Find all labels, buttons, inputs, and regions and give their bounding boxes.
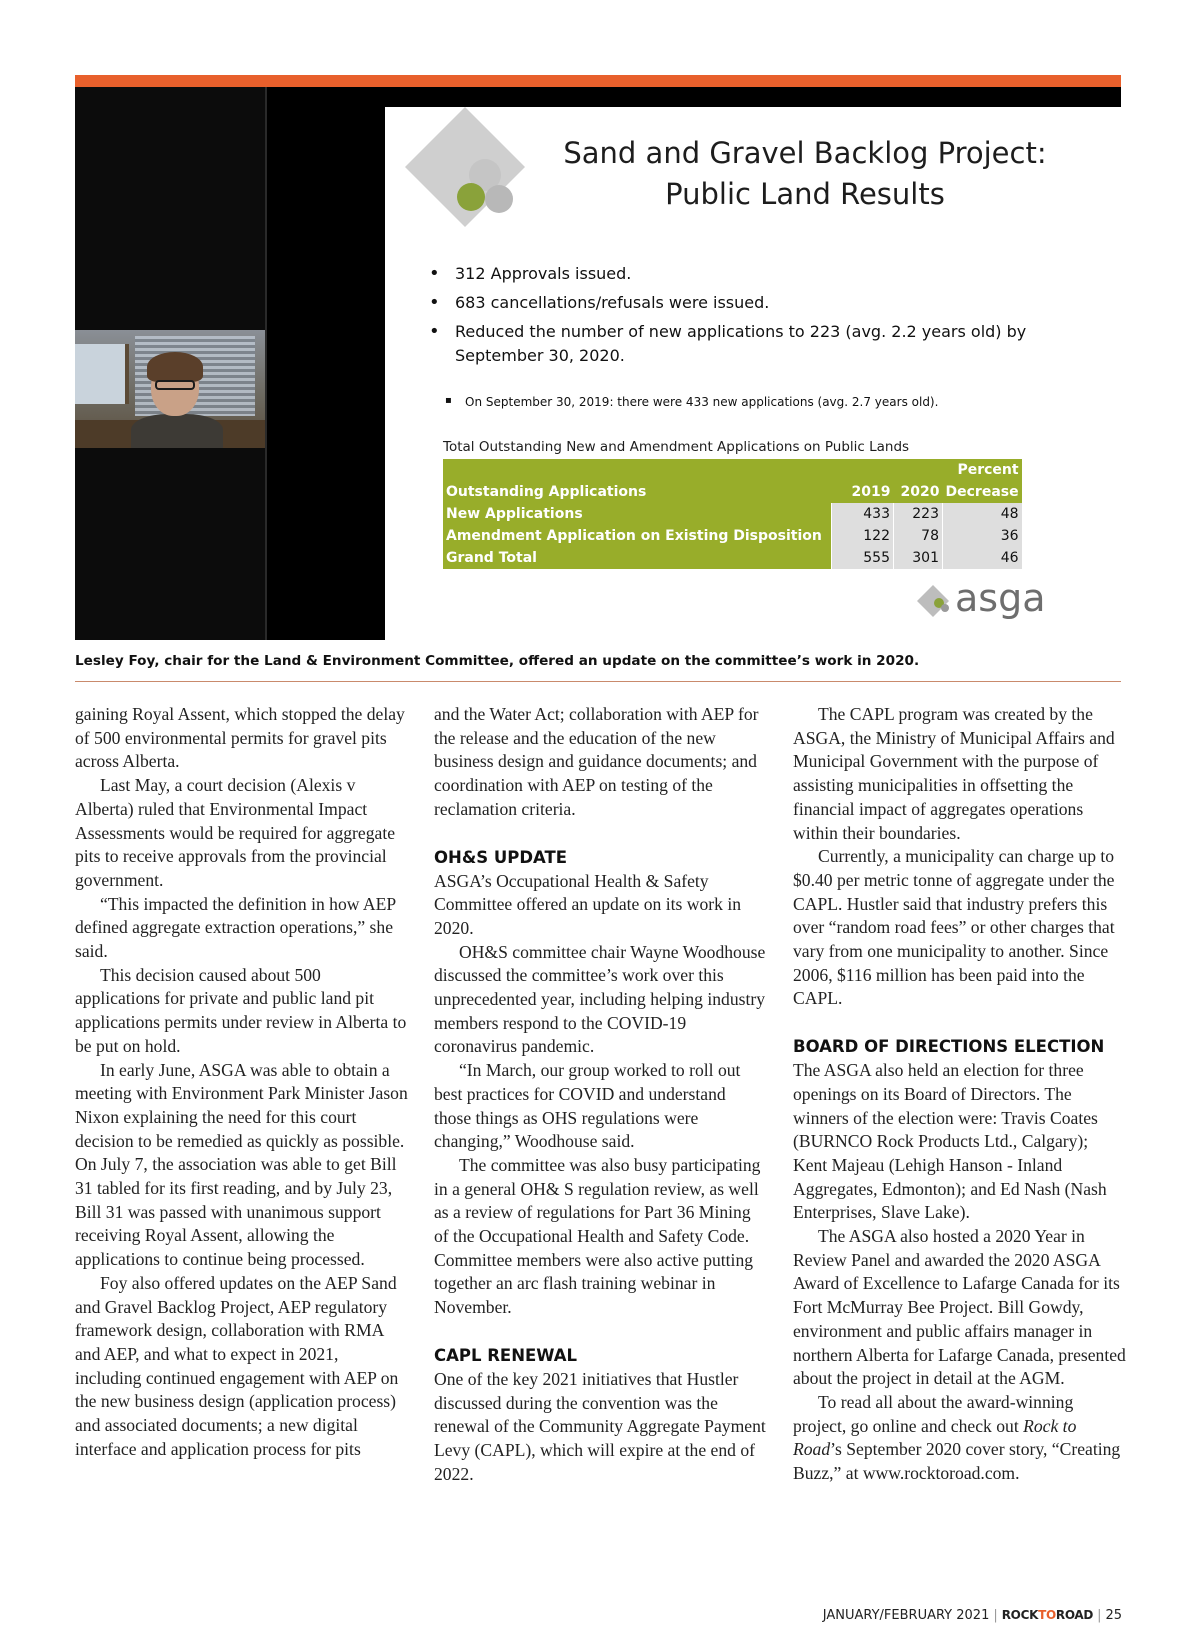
table-cell: 301 — [894, 547, 943, 569]
section-heading-board: BOARD OF DIRECTIONS ELECTION — [793, 1037, 1105, 1057]
presentation-slide — [385, 107, 1121, 640]
paragraph: One of the key 2021 initiatives that Hustler discussed during the convention was the renewal of the Community Aggregate Payment Levy (CAPL), which will expire at the end of 2022. — [434, 1368, 766, 1484]
paragraph: This decision caused about 500 applications for private and public land pit applications permits under review in Alberta to be put on hold. — [75, 964, 407, 1056]
table-header-row — [443, 459, 1022, 481]
table-row — [443, 547, 1022, 569]
asga-logo-icon — [915, 575, 1085, 619]
slide-bullet: • Reduced the number of new applications to 223 (avg. 2.2 years old) by September 30, 2020. — [425, 320, 1085, 368]
table-row-label: Grand Total — [443, 547, 832, 569]
section-heading-capl: CAPL RENEWAL — [434, 1345, 578, 1365]
slide-title-line-2: Public Land Results — [665, 177, 945, 211]
table-row-label: New Applications — [443, 503, 832, 525]
paragraph: and the Water Act; collaboration with AEP for the release and the education of the new business design and guidance documents; and coordination with AEP on testing of the reclamation criteria. — [434, 704, 759, 819]
article-column-1 — [75, 703, 408, 1462]
paragraph: ASGA’s Occupational Health & Safety Committee offered an update on its work in 2020. — [434, 870, 742, 938]
paragraph: gaining Royal Assent, which stopped the delay of 500 environmental permits for gravel pits across Alberta. — [75, 704, 405, 772]
article-column-3 — [793, 703, 1126, 1486]
slide-bullet-list — [425, 262, 1085, 373]
paragraph: In early June, ASGA was able to obtain a meeting with Environment Park Minister Jason Nixon explaining the need for this court decision to be remedied as quickly as possible. On July 7, the association was able to get Bill 31 tabled for its first reading, and by July 23, Bill 31 was passed with unanimous support receiving Royal Assent, allowing the applications to continue being processed. — [75, 1059, 408, 1270]
paragraph: The ASGA also hosted a 2020 Year in Review Panel and awarded the 2020 ASGA Award of Excellence to Lafarge Canada for its Fort McMurray Bee Project. Bill Gowdy, environment and public affairs manager in northern Alberta for Lafarge Canada, presented about the project in detail at the AGM. — [793, 1226, 1126, 1389]
article-column-2 — [434, 703, 767, 1486]
slide-sub-bullet: ▪ On September 30, 2019: there were 433 new applications (avg. 2.7 years old). — [465, 395, 1085, 409]
table-row-label: Amendment Application on Existing Disposition — [443, 525, 832, 547]
speaker-body — [131, 414, 223, 448]
caption-divider — [75, 681, 1121, 682]
table-row — [443, 503, 1022, 525]
table-cell: 78 — [894, 525, 943, 547]
paragraph: The ASGA also held an election for three openings on its Board of Directors. The winners of the election were: Travis Coates (BURNCO Rock Products Ltd., Calgary); Kent Majeau (Lehigh Hanson - Inland Aggregates, Edmonton); and Ed Nash (Nash Enterprises, Slave Lake). — [793, 1060, 1107, 1223]
page-number: 25 — [1105, 1608, 1122, 1623]
article-photo — [75, 87, 1121, 640]
table-caption: Total Outstanding New and Amendment Applications on Public Lands — [443, 439, 910, 455]
paragraph: “In March, our group worked to roll out best practices for COVID and understand those things as OHS regulations were changing,” Woodhouse said. — [434, 1060, 741, 1152]
table-header-2020: 2020 — [894, 481, 943, 503]
table-cell: 46 — [943, 547, 1022, 569]
slide-title-line-1: Sand and Gravel Backlog Project: — [563, 136, 1047, 170]
paragraph: The CAPL program was created by the ASGA, the Ministry of Municipal Affairs and Municipal Government with the purpose of assisting municipalities in offsetting the financial impact of aggregates operations within their boundaries. — [793, 704, 1115, 843]
table-cell: 48 — [943, 503, 1022, 525]
slide-bullet: • 683 cancellations/refusals were issued. — [425, 291, 1085, 315]
glasses-icon — [155, 380, 195, 390]
paragraph: Last May, a court decision (Alexis v Alberta) ruled that Environmental Impact Assessments would be required for aggregate pits to receive approvals from the provincial government. — [75, 775, 396, 890]
paragraph: To read all about the award-winning project, go online and check out Rock to Road’s September 2020 cover story, “Creating Buzz,” at www.rocktoroad.com. — [793, 1391, 1121, 1484]
paragraph: Currently, a municipality can charge up to $0.40 per metric tonne of aggregate under the CAPL. Hustler said that industry prefers this over “random road fees” or other charges that vary from one municipality to another. Since 2006, $116 million has been paid into the CAPL. — [793, 846, 1115, 1009]
issue-date: JANUARY/FEBRUARY 2021 — [822, 1608, 990, 1623]
page-footer: JANUARY/FEBRUARY 2021 | ROCKTOROAD | 25 — [822, 1608, 1122, 1623]
table-header-decrease: Decrease — [943, 481, 1022, 503]
table-cell: 36 — [943, 525, 1022, 547]
applications-table — [443, 459, 1022, 569]
table-header-row — [443, 481, 1022, 503]
paragraph: OH&S committee chair Wayne Woodhouse discussed the committee’s work over this unprecedented year, including helping industry members respond to the COVID-19 coronavirus pandemic. — [434, 941, 766, 1057]
asga-logo-text: asga — [955, 576, 1046, 619]
magazine-title: Rock to Road — [793, 1415, 1077, 1460]
slide-bullet: • 312 Approvals issued. — [425, 262, 1085, 286]
top-accent-bar — [75, 75, 1121, 87]
photo-caption: Lesley Foy, chair for the Land & Environment Committee, offered an update on the committee’s work in 2020. — [75, 653, 920, 669]
magazine-brand: ROCKTOROAD — [1001, 1608, 1094, 1622]
table-row — [443, 525, 1022, 547]
table-cell: 223 — [894, 503, 943, 525]
paragraph: “This impacted the definition in how AEP defined aggregate extraction operations,” she said. — [75, 893, 396, 962]
table-header-2019: 2019 — [832, 481, 894, 503]
slide-title — [545, 133, 1065, 215]
video-call-pane — [75, 87, 267, 640]
table-cell: 433 — [832, 503, 894, 525]
asga-diamond-logo-icon — [395, 107, 545, 237]
speaker-webcam — [75, 330, 265, 448]
paragraph: The committee was also busy participating in a general OH& S regulation review, as well as a review of regulations for Part 36 Mining of the Occupational Health and Safety Code. Committee members were also active putting together an arc flash training webinar in November. — [434, 1154, 761, 1318]
table-header-label: Outstanding Applications — [443, 481, 832, 503]
table-header-percent: Percent — [943, 459, 1022, 481]
section-heading-ohs: OH&S UPDATE — [434, 847, 568, 867]
table-cell: 122 — [832, 525, 894, 547]
table-cell: 555 — [832, 547, 894, 569]
paragraph: Foy also offered updates on the AEP Sand and Gravel Backlog Project, AEP regulatory framework design, collaboration with RMA and AEP, and what to expect in 2021, including continued engagement with AEP on the new business design (application process) and associated documents; a new digital interface and application process for pits — [75, 1272, 399, 1459]
